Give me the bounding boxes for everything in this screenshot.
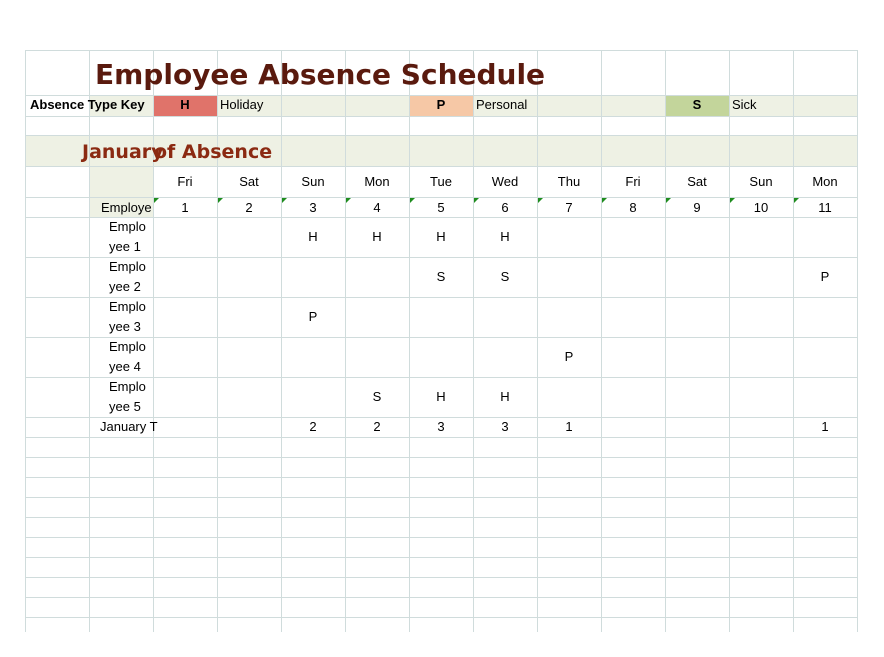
- column-gridline: [409, 50, 410, 632]
- employee-name: Emplo: [109, 339, 146, 354]
- column-gridline: [601, 50, 602, 632]
- comment-marker-icon: [218, 198, 223, 203]
- comment-marker-icon: [602, 198, 607, 203]
- day-of-week: Fri: [177, 174, 193, 189]
- comment-marker-icon: [474, 198, 479, 203]
- absence-cell[interactable]: S: [436, 269, 446, 284]
- column-gridline: [537, 50, 538, 632]
- day-of-week: Fri: [625, 174, 641, 189]
- day-of-week: Thu: [557, 174, 581, 189]
- personal-label: Personal: [476, 97, 528, 112]
- row-gridline: [25, 135, 857, 136]
- absence-cell[interactable]: H: [372, 229, 382, 244]
- total-cell: 2: [373, 419, 381, 434]
- column-gridline: [153, 50, 154, 632]
- comment-marker-icon: [794, 198, 799, 203]
- day-number: 8: [629, 200, 637, 215]
- total-cell: 2: [309, 419, 317, 434]
- column-gridline: [281, 50, 282, 632]
- absence-cell[interactable]: P: [308, 309, 318, 324]
- absence-cell[interactable]: S: [500, 269, 510, 284]
- column-gridline: [729, 50, 730, 632]
- day-of-week: Mon: [812, 174, 838, 189]
- employee-name: yee 2: [109, 279, 141, 294]
- total-cell: 3: [501, 419, 509, 434]
- row-gridline: [25, 457, 857, 458]
- day-number: 6: [501, 200, 509, 215]
- column-gridline: [25, 50, 26, 632]
- absence-cell[interactable]: H: [436, 389, 446, 404]
- row-gridline: [25, 517, 857, 518]
- row-gridline: [25, 477, 857, 478]
- comment-marker-icon: [346, 198, 351, 203]
- row-gridline: [25, 557, 857, 558]
- day-number: 7: [565, 200, 573, 215]
- month-title: Januaryof Absence: [82, 141, 273, 163]
- total-cell: 3: [437, 419, 445, 434]
- day-number: 1: [181, 200, 189, 215]
- total-cell: 1: [565, 419, 573, 434]
- absence-cell[interactable]: H: [500, 389, 510, 404]
- day-number: 10: [753, 200, 769, 215]
- day-of-week: Sun: [301, 174, 325, 189]
- column-gridline: [217, 50, 218, 632]
- row-gridline: [25, 617, 857, 618]
- column-gridline: [345, 50, 346, 632]
- comment-marker-icon: [282, 198, 287, 203]
- row-gridline: [25, 166, 857, 167]
- day-of-week: Sat: [687, 174, 707, 189]
- comment-marker-icon: [666, 198, 671, 203]
- day-number: 2: [245, 200, 253, 215]
- employee-name: Emplo: [109, 219, 146, 234]
- day-of-week: Sat: [239, 174, 259, 189]
- row-gridline: [25, 50, 857, 51]
- employee-name: Emplo: [109, 259, 146, 274]
- column-gridline: [857, 50, 858, 632]
- day-of-week: Mon: [364, 174, 390, 189]
- day-number: 5: [437, 200, 445, 215]
- absence-cell[interactable]: P: [820, 269, 830, 284]
- row-gridline: [25, 497, 857, 498]
- absence-cell[interactable]: P: [564, 349, 574, 364]
- employee-name: yee 1: [109, 239, 141, 254]
- employee-name: Emplo: [109, 299, 146, 314]
- absence-cell[interactable]: H: [308, 229, 318, 244]
- day-number: 11: [818, 200, 832, 215]
- column-gridline: [473, 50, 474, 632]
- day-of-week: Sun: [749, 174, 773, 189]
- key-label: Absence Type Key: [30, 97, 145, 112]
- column-gridline: [793, 50, 794, 632]
- row-gridline: [25, 537, 857, 538]
- column-gridline: [665, 50, 666, 632]
- absence-cell[interactable]: H: [500, 229, 510, 244]
- comment-marker-icon: [410, 198, 415, 203]
- sick-code: S: [692, 97, 702, 112]
- holiday-label: Holiday: [220, 97, 264, 112]
- day-of-week: Wed: [491, 174, 519, 189]
- absence-cell[interactable]: H: [436, 229, 446, 244]
- employee-name: yee 5: [109, 399, 141, 414]
- comment-marker-icon: [730, 198, 735, 203]
- employee-name: yee 3: [109, 319, 141, 334]
- day-number: 4: [373, 200, 381, 215]
- row-gridline: [25, 597, 857, 598]
- row-gridline: [25, 577, 857, 578]
- comment-marker-icon: [154, 198, 159, 203]
- day-number: 3: [309, 200, 317, 215]
- employee-name: Emplo: [109, 379, 146, 394]
- employee-column-header: Employe: [101, 200, 152, 215]
- employee-name: yee 4: [109, 359, 141, 374]
- totals-label: January T: [100, 419, 158, 434]
- row-gridline: [25, 116, 857, 117]
- row-gridline: [25, 437, 857, 438]
- comment-marker-icon: [538, 198, 543, 203]
- absence-cell[interactable]: S: [372, 389, 382, 404]
- page-title: Employee Absence Schedule: [95, 58, 546, 91]
- holiday-code: H: [180, 97, 190, 112]
- day-of-week: Tue: [430, 174, 452, 189]
- sick-label: Sick: [732, 97, 757, 112]
- month-title-suffix: of Absence: [154, 141, 273, 163]
- day-number: 9: [693, 200, 701, 215]
- personal-code: P: [436, 97, 446, 112]
- total-cell: 1: [821, 419, 829, 434]
